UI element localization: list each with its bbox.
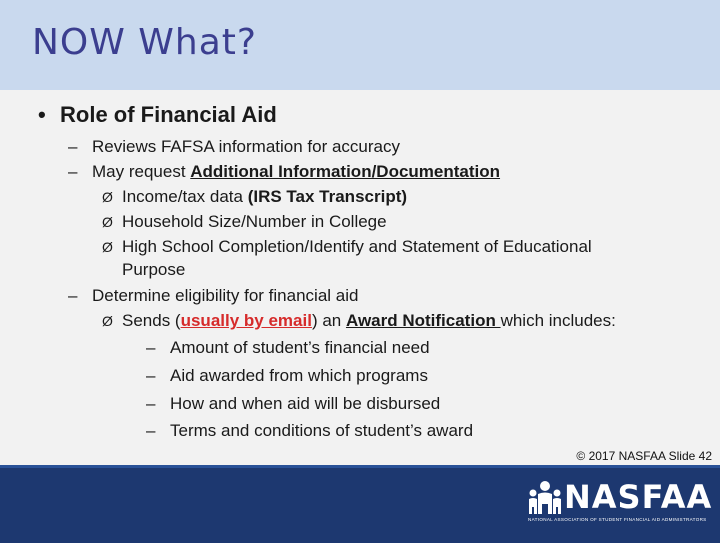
slide-title: NOW What? [32,22,257,63]
item-bold-text: Additional Information/Documentation [190,162,501,181]
list-item [68,137,400,157]
logo-subtitle: NATIONAL ASSOCIATION OF STUDENT FINANCIAL AID ADMINISTRATORS [528,517,707,522]
item-text: Aid awarded from which programs [170,366,428,385]
dash-marker: – [146,366,156,385]
list-item-continuation [122,260,185,280]
list-item [102,212,387,232]
arrow-bullet-icon: Ø [102,189,113,205]
copyright-slide-number: © 2017 NASFAA Slide 42 [576,449,712,463]
list-item [146,394,440,414]
item-text: which includes: [500,311,616,330]
family-figures-icon [528,480,562,516]
item-text: Sends ( [122,311,181,330]
list-item [68,162,500,182]
dash-marker: – [146,421,156,440]
item-text: ) an [311,311,346,330]
list-item [102,311,616,331]
title-band [0,0,720,90]
item-bold-text: Award Notification [345,311,501,330]
dash-marker: – [146,394,156,413]
list-item [146,421,473,441]
list-item [102,187,407,207]
item-text: Household Size/Number in College [122,212,387,231]
arrow-bullet-icon: Ø [102,239,113,255]
arrow-bullet-icon: Ø [102,313,113,329]
list-item [146,338,430,358]
dash-marker: – [68,162,78,181]
nasfaa-logo [528,480,712,528]
bullet-dot: • [38,102,46,127]
item-text: May request [92,162,191,181]
item-text: Terms and conditions of student’s award [170,421,474,440]
list-item [68,286,358,306]
arrow-bullet-icon: Ø [102,214,113,230]
dash-marker: – [68,286,78,305]
dash-marker: – [68,137,78,156]
item-text: Purpose [122,260,186,279]
item-text: How and when aid will be disbursed [170,394,441,413]
item-text: High School Completion/Identify and Statement of Educational [122,237,592,256]
item-text: Reviews FAFSA information for accuracy [92,137,401,156]
heading-bullet-row [38,102,277,128]
logo-wordmark: NASFAA [564,478,713,516]
dash-marker: – [146,338,156,357]
heading-text: Role of Financial Aid [60,102,277,127]
list-item [102,237,592,257]
item-text: Income/tax data [122,187,248,206]
item-bold-text: (IRS Tax Transcript) [247,187,408,206]
item-text: Amount of student’s financial need [170,338,430,357]
item-text: Determine eligibility for financial aid [92,286,359,305]
list-item [146,366,428,386]
highlight-text: usually by email [180,311,312,330]
